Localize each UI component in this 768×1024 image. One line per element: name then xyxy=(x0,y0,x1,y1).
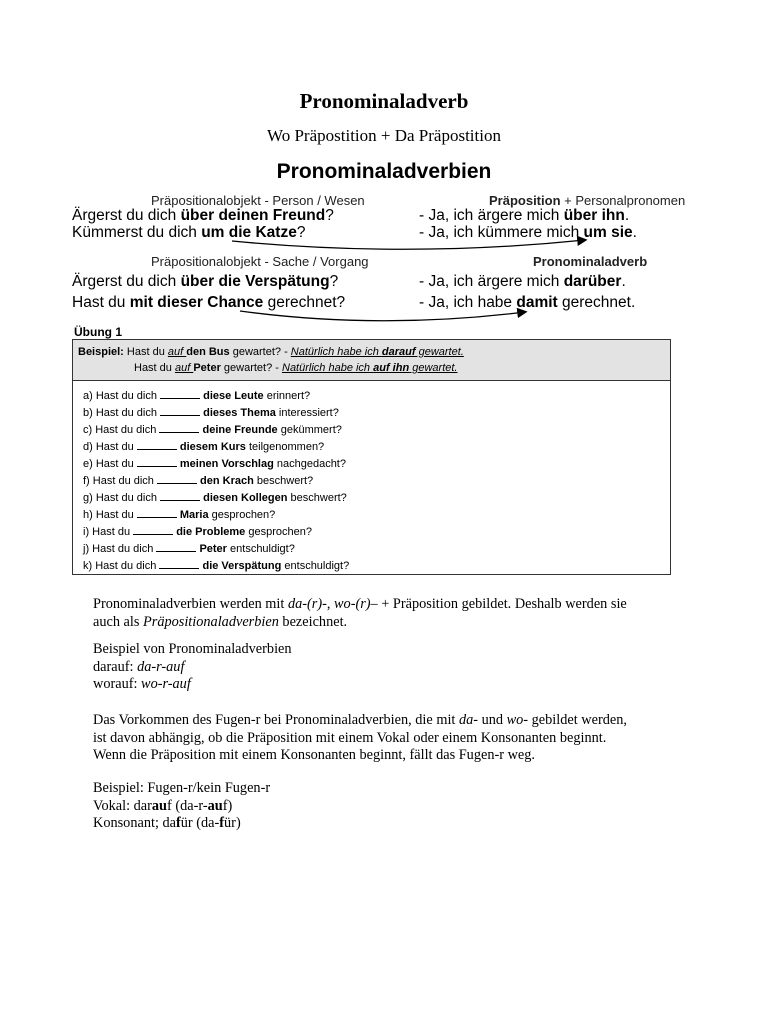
paragraph-2: Beispiel von Pronominaladverbien darauf: da-r-auf worauf: wo-r-auf xyxy=(93,641,292,692)
exercise-item-object: den Krach xyxy=(200,474,254,487)
arrow-sache xyxy=(240,311,525,321)
paragraph-3: Das Vorkommen des Fugen-r bei Pronominaladverbien, die mit da- und wo- gebildet werden, ist davon abhängig, ob die Präposition mit einem Vokal oder einem Konsonanten beginnt. Wenn die Präposition mit einem Konsonanten beginnt, fällt das Fugen-r weg. xyxy=(93,712,627,763)
exercise-blank[interactable] xyxy=(137,439,177,450)
page-title: Pronominaladverb xyxy=(299,89,469,113)
exercise-item xyxy=(83,405,339,419)
exercise-blank[interactable] xyxy=(156,541,196,552)
exercise-item-question: k) Hast du dich xyxy=(83,559,160,572)
exercise-blank[interactable] xyxy=(160,490,200,501)
exercise-item-object: diese Leute xyxy=(203,390,264,402)
exercise-item-object: diesen Kollegen xyxy=(203,491,288,504)
exercise-blank[interactable] xyxy=(159,422,199,433)
exercise-item-object: meinen Vorschlag xyxy=(179,457,274,470)
exercise-blank[interactable] xyxy=(137,456,177,467)
exercise-item-question: i) Hast du xyxy=(83,525,134,538)
graphic-arrows xyxy=(0,0,768,340)
exercise-box xyxy=(72,339,671,575)
exercise-item-ending: gekümmert? xyxy=(277,423,342,436)
exercise-item xyxy=(83,473,313,487)
answer-4: - Ja, ich habe damit gerechnet. xyxy=(419,294,636,311)
exercise-blank[interactable] xyxy=(159,558,199,569)
question-1: Ärgerst du dich über deinen Freund? xyxy=(72,207,334,224)
exercise-item-ending: erinnert? xyxy=(263,390,311,402)
answer-3: - Ja, ich ärgere mich darüber. xyxy=(419,273,626,290)
exercise-item xyxy=(83,558,349,572)
paragraph-4: Beispiel: Fugen-r/kein Fugen-r Vokal: darauf (da-r-auf) Konsonant; dafür (da-für) xyxy=(93,780,271,831)
exercise-item xyxy=(83,490,347,504)
exercise-item-question: e) Hast du xyxy=(83,457,137,470)
exercise-item-question: a) Hast du dich xyxy=(83,390,161,402)
exercise-item-object: dieses Thema xyxy=(203,406,276,419)
answer-2: - Ja, ich kümmere mich um sie. xyxy=(419,224,637,241)
exercise-item-question: g) Hast du dich xyxy=(83,491,161,504)
exercise-item-question: c) Hast du dich xyxy=(83,423,160,436)
exercise-label: Übung 1 xyxy=(74,325,122,339)
exercise-item xyxy=(83,388,310,402)
exercise-item-object: Peter xyxy=(199,542,227,555)
exercise-item-object: deine Freunde xyxy=(202,423,278,436)
exercise-item xyxy=(83,422,342,436)
arrow-person xyxy=(232,240,585,249)
exercise-item-ending: teilgenommen? xyxy=(245,440,325,453)
exercise-item-ending: nachgedacht? xyxy=(273,457,346,470)
question-3: Ärgerst du dich über die Verspätung? xyxy=(72,273,339,290)
exercise-item-object: Maria xyxy=(179,508,209,521)
exercise-item xyxy=(83,524,312,538)
label-sache: Präpositionalobjekt - Sache / Vorgang xyxy=(151,254,369,269)
example-line-1: Beispiel: Hast du auf den Bus gewartet? - Natürlich habe ich darauf gewartet. xyxy=(78,346,464,358)
exercise-item xyxy=(83,541,295,555)
exercise-item xyxy=(83,439,324,453)
exercise-item-question: h) Hast du xyxy=(83,508,137,521)
exercise-item-question: f) Hast du dich xyxy=(83,474,157,487)
question-4: Hast du mit dieser Chance gerechnet? xyxy=(72,294,346,311)
question-2: Kümmerst du dich um die Katze? xyxy=(72,224,306,241)
page-subtitle: Wo Präpostition + Da Präpostition xyxy=(267,126,501,145)
label-praeposition-pronomen: Präposition + Personalpronomen xyxy=(489,193,686,208)
exercise-blank[interactable] xyxy=(133,524,173,535)
label-person: Präpositionalobjekt - Person / Wesen xyxy=(151,193,365,208)
answer-1: - Ja, ich ärgere mich über ihn. xyxy=(419,207,630,224)
exercise-item-object: die Probleme xyxy=(176,525,246,538)
paragraph-1: Pronominaladverbien werden mit da-(r)-, wo-(r)– + Präposition gebildet. Deshalb werden sie auch als Präpositionaladverbien bezeichnet. xyxy=(93,596,627,630)
exercise-item-ending: gesprochen? xyxy=(245,525,312,538)
exercise-blank[interactable] xyxy=(157,473,197,484)
exercise-blank[interactable] xyxy=(137,507,177,518)
exercise-item-object: die Verspätung xyxy=(202,559,282,572)
exercise-item-ending: interessiert? xyxy=(275,406,339,419)
exercise-item-ending: gesprochen? xyxy=(208,508,276,521)
exercise-item-question: j) Hast du dich xyxy=(83,542,157,555)
example-line-2: Hast du auf Peter gewartet? - Natürlich habe ich auf ihn gewartet. xyxy=(134,362,458,374)
exercise-item-object: diesem Kurs xyxy=(179,440,246,453)
exercise-item-ending: entschuldigt? xyxy=(281,559,350,572)
exercise-blank[interactable] xyxy=(160,388,200,399)
exercise-item xyxy=(83,507,275,521)
exercise-item-ending: entschuldigt? xyxy=(226,542,295,555)
label-pronominaladverb: Pronominaladverb xyxy=(533,254,648,269)
exercise-item-ending: beschwert? xyxy=(253,474,314,487)
exercise-item-question: d) Hast du xyxy=(83,440,137,453)
exercise-item xyxy=(83,456,346,470)
exercise-item-ending: beschwert? xyxy=(287,491,347,504)
graphic-title: Pronominaladverbien xyxy=(276,160,492,183)
exercise-blank[interactable] xyxy=(160,405,200,416)
example-block xyxy=(73,340,670,381)
exercise-item-question: b) Hast du dich xyxy=(83,406,161,419)
